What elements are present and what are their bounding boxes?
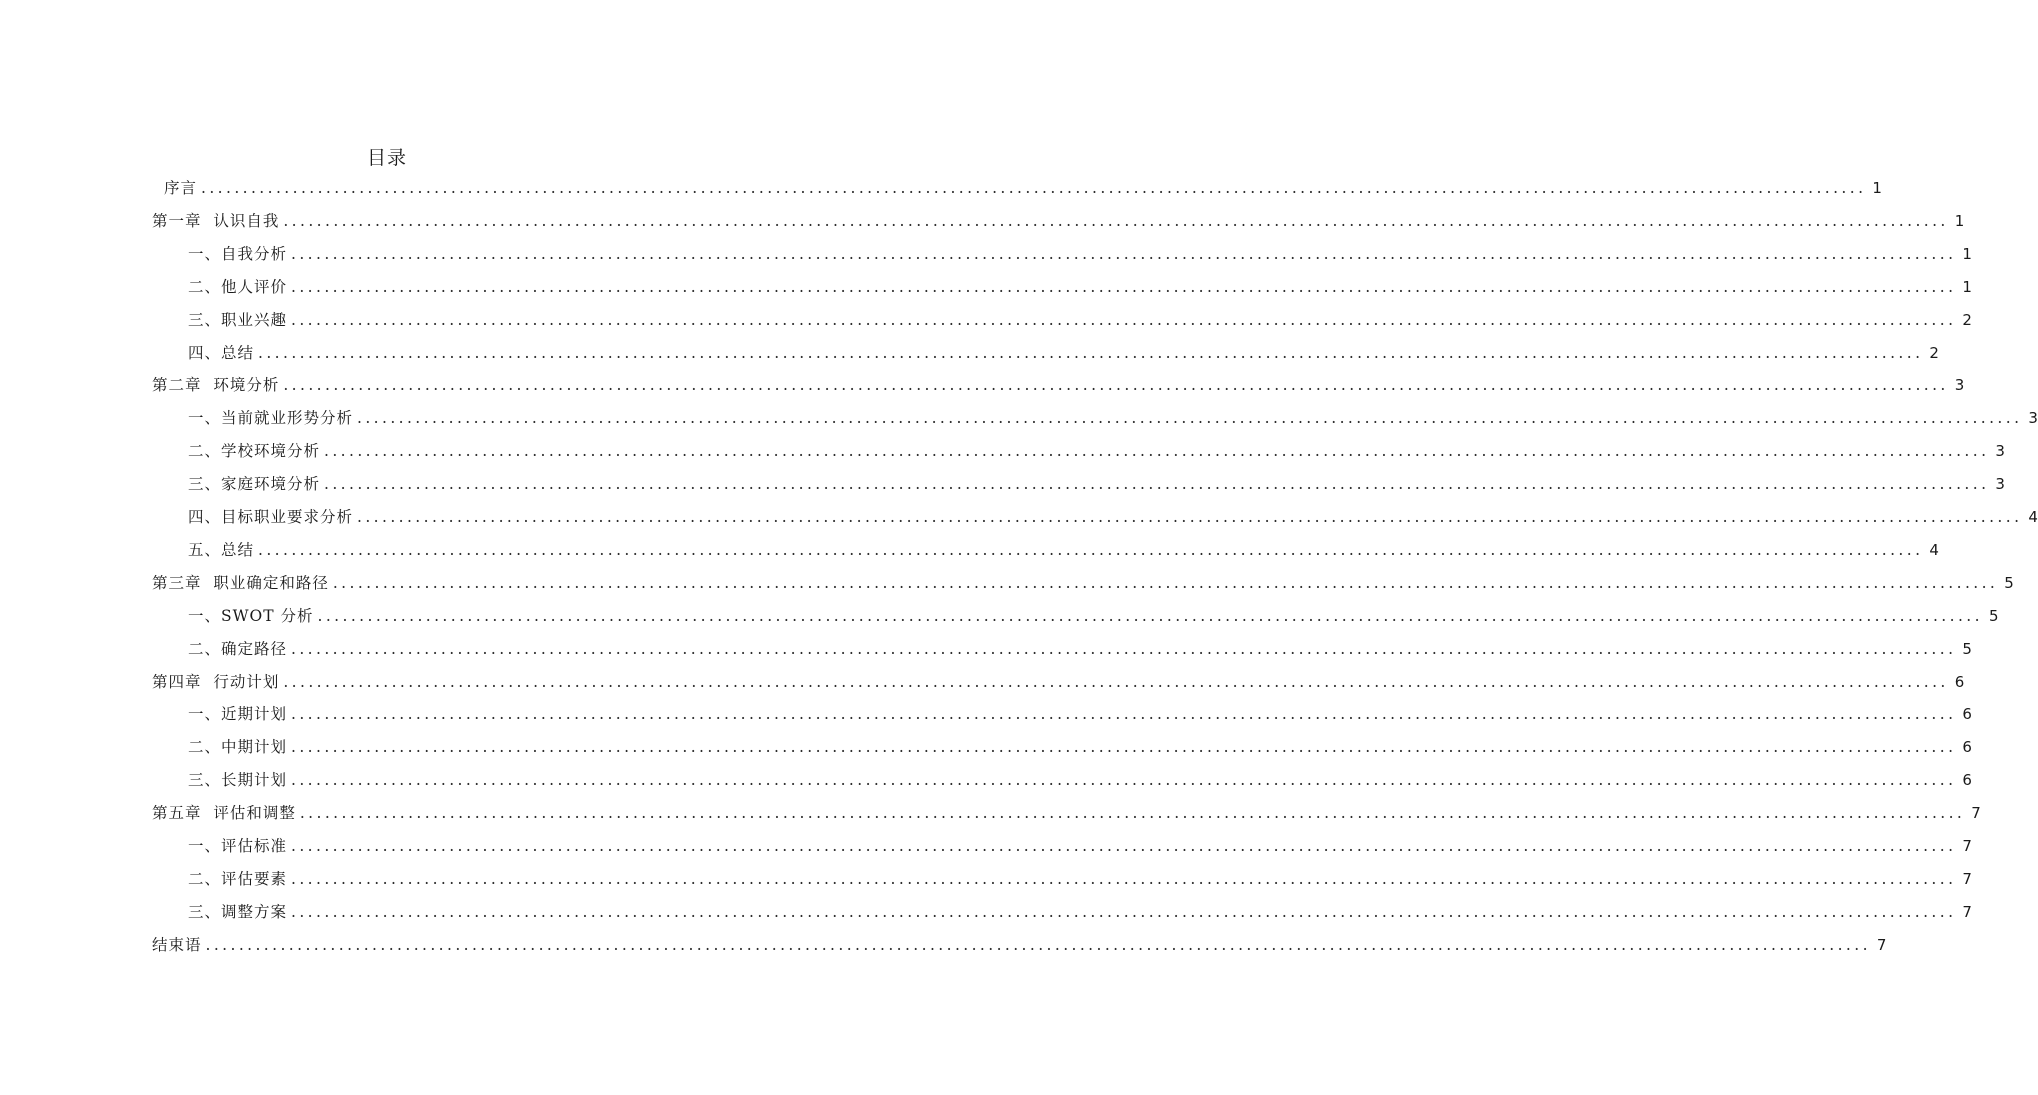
toc-leader-dots: ........................................................................................................................................................................................................ <box>324 442 1990 461</box>
toc-section-entry[interactable] <box>188 402 2038 435</box>
toc-section-entry[interactable] <box>188 501 2038 534</box>
toc-entry-label: 四、目标职业要求分析 <box>188 508 354 526</box>
toc-leader-dots: ........................................................................................................................................................................................................ <box>283 376 1949 395</box>
toc-entry-label: 一、SWOT 分析 <box>188 606 314 625</box>
toc-section-entry[interactable] <box>188 896 1972 929</box>
toc-section-entry[interactable] <box>188 468 2005 501</box>
toc-leader-dots: ........................................................................................................................................................................................................ <box>324 475 1990 494</box>
toc-leader-dots: ........................................................................................................................................................................................................ <box>291 837 1957 855</box>
toc-entry-label: 第三章 职业确定和路径 <box>152 573 329 592</box>
toc-entry-label: 一、近期计划 <box>188 705 288 724</box>
toc-section-entry[interactable] <box>188 600 1999 633</box>
toc-leader-dots: ........................................................................................................................................................................................................ <box>291 277 1957 296</box>
toc-leader-dots: ........................................................................................................................................................................................................ <box>291 869 1957 888</box>
toc-chapter-entry[interactable] <box>152 369 1965 402</box>
toc-page-number: 1 <box>1962 277 1972 296</box>
toc-leader-dots: ........................................................................................................................................................................................................ <box>291 639 1957 658</box>
toc-page-number: 7 <box>1876 935 1887 954</box>
toc-leader-dots: ........................................................................................................................................................................................................ <box>201 179 1867 197</box>
toc-section-entry[interactable] <box>188 435 2005 468</box>
toc-entry-label: 第二章 环境分析 <box>152 376 280 395</box>
toc-leader-dots: ........................................................................................................................................................................................................ <box>258 540 1924 559</box>
toc-leader-dots: ........................................................................................................................................................................................................ <box>291 738 1957 757</box>
toc-section-entry[interactable] <box>188 304 1972 337</box>
toc-page-number: 3 <box>1954 376 1965 395</box>
toc-entry-label: 一、当前就业形势分析 <box>188 409 354 428</box>
toc-chapter-entry[interactable] <box>152 929 1887 962</box>
toc-section-entry[interactable] <box>188 764 1972 797</box>
toc-page-number: 5 <box>1962 639 1972 658</box>
toc-entry-label: 第一章 认识自我 <box>152 211 280 230</box>
toc-leader-dots: ........................................................................................................................................................................................................ <box>357 409 2023 428</box>
toc-entry-label: 一、评估标准 <box>188 837 288 855</box>
toc-entry-label: 二、确定路径 <box>188 639 288 658</box>
toc-leader-dots: ........................................................................................................................................................................................................ <box>317 606 1983 625</box>
toc-section-entry[interactable] <box>188 698 1972 731</box>
toc-page-number: 7 <box>1962 869 1972 888</box>
toc-page-number: 7 <box>1962 837 1972 855</box>
toc-page-number: 2 <box>1962 310 1972 329</box>
toc-leader-dots: ........................................................................................................................................................................................................ <box>291 310 1957 329</box>
toc-chapter-entry[interactable] <box>152 797 1981 830</box>
toc-entry-label: 二、中期计划 <box>188 738 288 757</box>
toc-entry-label: 序言 <box>164 179 198 197</box>
toc-page-number: 2 <box>1929 343 1939 362</box>
toc-page-number: 5 <box>2004 573 2014 592</box>
toc-entry-label: 五、总结 <box>188 540 255 559</box>
toc-chapter-entry[interactable] <box>164 172 1882 205</box>
toc-page-number: 6 <box>1962 771 1972 790</box>
toc-section-entry[interactable] <box>188 337 1939 370</box>
toc-entry-label: 四、总结 <box>188 343 255 362</box>
toc-entry-label: 三、家庭环境分析 <box>188 475 321 494</box>
toc-page-number: 1 <box>1962 244 1972 263</box>
toc-entry-label: 三、长期计划 <box>188 771 288 790</box>
toc-title: 目录 <box>366 147 407 169</box>
toc-leader-dots: ........................................................................................................................................................................................................ <box>291 771 1957 790</box>
toc-section-entry[interactable] <box>188 830 1972 863</box>
toc-leader-dots: ........................................................................................................................................................................................................ <box>283 211 1949 230</box>
toc-entry-label: 三、职业兴趣 <box>188 310 288 329</box>
toc-entry-label: 一、自我分析 <box>188 244 288 263</box>
toc-chapter-entry[interactable] <box>152 666 1965 699</box>
toc-page-number: 6 <box>1962 705 1972 724</box>
toc-page-number: 7 <box>1971 804 1981 823</box>
toc-chapter-entry[interactable] <box>152 205 1965 238</box>
toc-chapter-entry[interactable] <box>152 567 2014 600</box>
toc-leader-dots: ........................................................................................................................................................................................................ <box>205 935 1871 954</box>
toc-page-number: 4 <box>1929 540 1939 559</box>
toc-page-number: 3 <box>1995 475 2005 494</box>
toc-page-number: 5 <box>1988 606 1999 625</box>
toc-entry-label: 结束语 <box>152 935 202 954</box>
toc-section-entry[interactable] <box>188 238 1972 271</box>
toc-section-entry[interactable] <box>188 731 1972 764</box>
toc-leader-dots: ........................................................................................................................................................................................................ <box>291 902 1957 921</box>
toc-entry-label: 二、学校环境分析 <box>188 442 321 461</box>
toc-section-entry[interactable] <box>188 863 1972 896</box>
toc-entry-label: 二、他人评价 <box>188 277 288 296</box>
toc-entry-label: 第四章 行动计划 <box>152 672 280 691</box>
toc-entry-label: 第五章 评估和调整 <box>152 804 296 823</box>
toc-entry-label: 二、评估要素 <box>188 869 288 888</box>
toc-page-number: 1 <box>1954 211 1965 230</box>
toc-page-number: 6 <box>1962 738 1972 757</box>
toc-entry-label: 三、调整方案 <box>188 902 288 921</box>
toc-page-number: 3 <box>2028 409 2038 428</box>
toc-leader-dots: ........................................................................................................................................................................................................ <box>357 508 2023 526</box>
toc-leader-dots: ........................................................................................................................................................................................................ <box>332 573 1999 592</box>
toc-leader-dots: ........................................................................................................................................................................................................ <box>291 244 1957 263</box>
toc-section-entry[interactable] <box>188 534 1939 567</box>
toc-page-number: 4 <box>2028 508 2038 526</box>
toc-leader-dots: ........................................................................................................................................................................................................ <box>291 705 1957 724</box>
toc-page-number: 6 <box>1954 672 1965 691</box>
toc-page-number: 1 <box>1872 179 1882 197</box>
toc-section-entry[interactable] <box>188 271 1972 304</box>
toc-leader-dots: ........................................................................................................................................................................................................ <box>258 343 1924 362</box>
toc-leader-dots: ........................................................................................................................................................................................................ <box>299 804 1966 823</box>
toc-leader-dots: ........................................................................................................................................................................................................ <box>283 672 1949 691</box>
toc-section-entry[interactable] <box>188 633 1972 666</box>
toc-page-number: 3 <box>1995 442 2005 461</box>
toc-page-number: 7 <box>1962 902 1972 921</box>
